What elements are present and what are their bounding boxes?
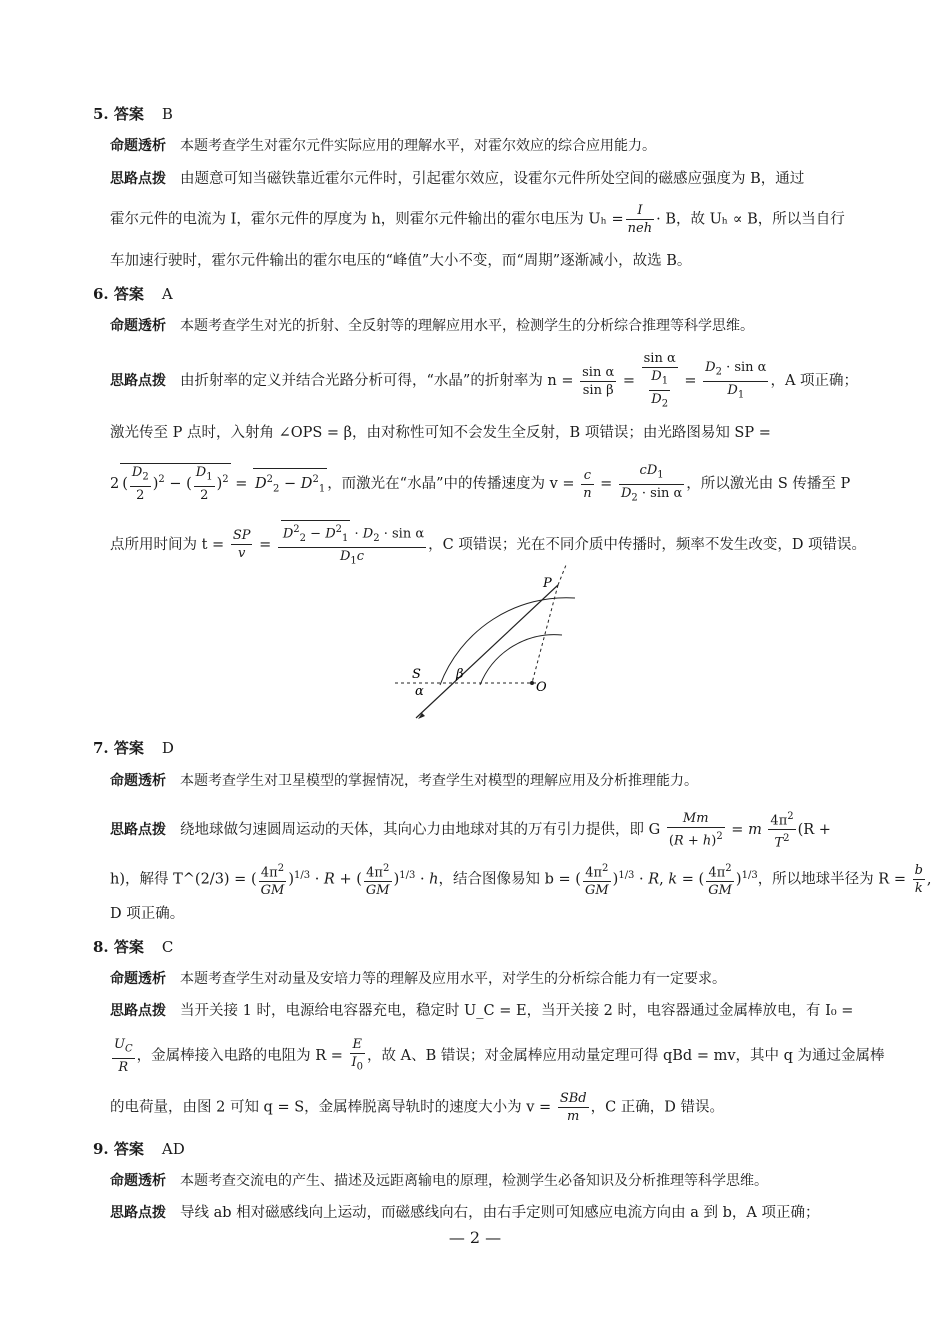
- q8-hint-line2: $\frac{U_C}{R}$ ，金属棒接入电路的电阻为 R = $\frac{E}{I_0}$ ，故 A、B 错误；对金属棒应用动量定理可得 qBd = mv，其中 q 为通过金属棒: [114, 1037, 885, 1075]
- q6-hint-line3: 2 ( $\frac{D_2}{2}$ )$^2$ − ( $\frac{D_1}{2}$ )$^2 = D^2_2 - D^2_1$ ，而激光在“水晶”中的传播速度为 v = $\frac{c}{n}$ = $\frac{cD_1}{D_2 \cdot \sin \alpha}$ ，所以激光由 S 传播至 P: [110, 463, 851, 504]
- q9-hint-line1: 思路点拨 导线 ab 相对磁感线向上运动，而磁感线向右，由右手定则可知感应电流方向由 a 到 b，A 项正确；: [110, 1205, 820, 1221]
- label-p: P: [543, 576, 552, 591]
- q5-heading: 5. 答案 B: [93, 105, 173, 123]
- q6-intent: 命题透析 本题考查学生对光的折射、全反射等的理解应用水平，检测学生的分析综合推理等科学思维。: [110, 318, 754, 334]
- q6-hint-line4: 点所用时间为 t = $\frac{SP}{v}$ = $\frac{D^2_2 - D^2_1 \cdot D_2 \cdot \sin \alpha}{D_1c}$ ，C 项错误；光在不同介质中传播时，频率不发生改变，D 项错误。: [110, 520, 855, 570]
- q6-optical-diagram: [380, 565, 600, 725]
- label-beta: β: [456, 667, 464, 682]
- q7-heading: 7. 答案 D: [93, 739, 174, 757]
- label-alpha: α: [415, 684, 424, 699]
- page-number: — 2 —: [448, 1228, 502, 1247]
- light-ray: [416, 585, 558, 718]
- q7-hint-line2: h)，解得 T^(2/3) = ( $\frac{4\pi^2}{GM}$ )$^{1/3}$ · R + ( $\frac{4\pi^2}{GM}$ )$^{1/3}$ · h，结合图像易知 b = ( $\frac{4\pi^2}{GM}$ )$^{1/3}$ · R, k = ( $\frac{4\pi^2}{GM}$ )$^{1/3}$，所以地球半径为 R = $\frac{b}{k}$ ,: [110, 860, 855, 899]
- q8-heading: 8. 答案 C: [93, 938, 174, 956]
- q6-hint-line2: 激光传至 P 点时，入射角 ∠OPS = β，由对称性可知不会发生全反射，B 项错误；由光路图易知 SP =: [110, 425, 771, 441]
- q9-intent: 命题透析 本题考查交流电的产生、描述及远距离输电的原理，检测学生必备知识及分析推理等科学思维。: [110, 1173, 768, 1189]
- q7-hint-line3: D 项正确。: [110, 906, 185, 922]
- q5-intent: 命题透析 本题考查学生对霍尔元件实际应用的理解水平，对霍尔效应的综合应用能力。: [110, 138, 656, 154]
- q8-intent: 命题透析 本题考查学生对动量及安培力等的理解及应用水平，对学生的分析综合能力有一定要求。: [110, 971, 726, 987]
- q8-hint-line3: 的电荷量，由图 2 可知 q = S，金属棒脱离导轨时的速度大小为 v = $\frac{\text{SBd}}{m}$ ，C 正确，D 错误。: [110, 1091, 725, 1124]
- inner-arc: [480, 635, 562, 685]
- q5-hint-line1: 思路点拨 由题意可知当磁铁靠近霍尔元件时，引起霍尔效应，设霍尔元件所处空间的磁感应强度为 B，通过: [110, 171, 805, 187]
- q9-heading: 9. 答案 AD: [93, 1140, 185, 1158]
- ray-arrow-icon: [418, 713, 425, 719]
- label-o: O: [536, 680, 547, 695]
- center-o: [530, 681, 534, 685]
- q8-hint-line1: 思路点拨 当开关接 1 时，电源给电容器充电，稳定时 U_C = E，当开关接 2 时，电容器通过金属棒放电，有 I₀ =: [110, 1003, 854, 1019]
- q5-hint-line3: 车加速行驶时，霍尔元件输出的霍尔电压的“峰值”大小不变，而“周期”逐渐减小，故选 B。: [110, 253, 692, 269]
- extension-line: [558, 565, 566, 585]
- label-s: S: [412, 667, 421, 682]
- q6-hint-line1: 思路点拨 由折射率的定义并结合光路分析可得，“水晶”的折射率为 n = $\frac{\text{sin α}}{\text{sin β}}$ = $\frac{\text{sin α}}{\frac{D_1}{D_2}}$ = $\frac{D_2 \cdot \sin \alpha}{D_1}$ ，A 项正确；: [110, 351, 859, 410]
- q6-heading: 6. 答案 A: [93, 285, 173, 303]
- q5-hint-line2: 霍尔元件的电流为 I，霍尔元件的厚度为 h，则霍尔元件输出的霍尔电压为 Uₕ = $\frac{I}{\text{neh}}$ · B，故 Uₕ ∝ B，所以当自行: [110, 203, 845, 236]
- q7-hint-line1: 思路点拨 绕地球做匀速圆周运动的天体，其向心力由地球对其的万有引力提供，即 G $\frac{Mm}{(R + h)^2}$ = m $\frac{4\pi^2}{T^2}$ (R +: [110, 808, 855, 852]
- q7-intent: 命题透析 本题考查学生对卫星模型的掌握情况，考查学生对模型的理解应用及分析推理能力。: [110, 773, 698, 789]
